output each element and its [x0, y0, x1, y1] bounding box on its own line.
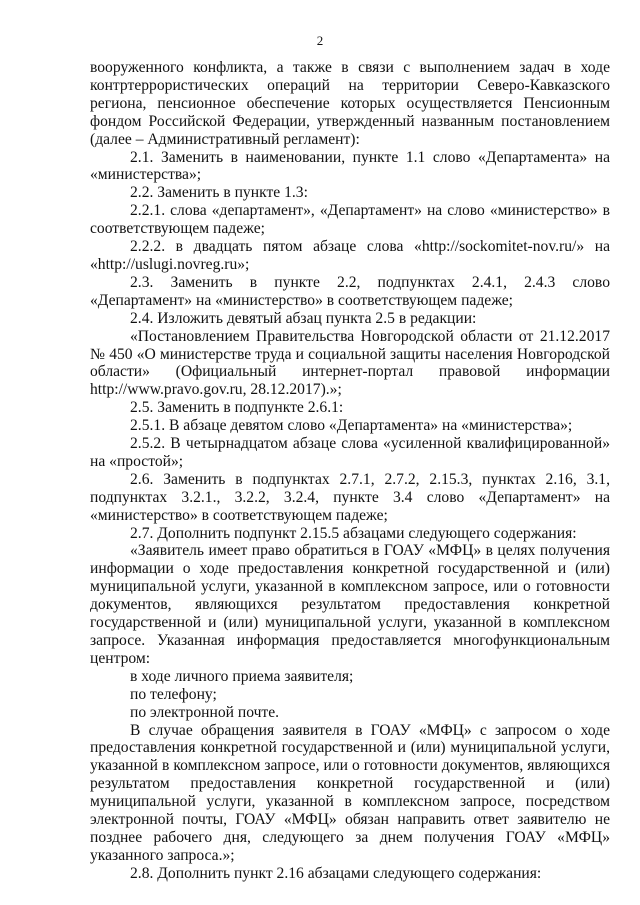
- paragraph-2-2: 2.2. Заменить в пункте 1.3:: [130, 184, 308, 202]
- list-item-email: по электронной почте.: [130, 703, 280, 721]
- paragraph-2-7-case: В случае обращения заявителя в ГОАУ «МФЦ» с запросом о ходе предоставления конкретной государственной и (или) муниципальной услуги, указанной в комплексном запросе, или о готовности документов, являющихся результатом предоставления конкретной государственной и (или) муниципальной услуги, указанной в комплексном запросе, посредством электронной почты, ГОАУ «МФЦ» обязан направить ответ заявителю не позднее рабочего дня, следующего за днем получения ГОАУ «МФЦ» указанного запроса.»;: [90, 721, 610, 864]
- paragraph-2-5-1: 2.5.1. В абзаце девятом слово «Департамента» на «министерства»;: [130, 417, 573, 435]
- paragraph-intro: вооруженного конфликта, а также в связи с выполнением задач в ходе контртеррористических операций на территории Северо-Кавказского региона, пенсионное обеспечение которых осуществляется Пенсионным фондом Российской Федерации, утвержденный названным постановлением (далее – Административный регламент):: [90, 59, 610, 148]
- page-number: 2: [316, 33, 324, 48]
- paragraph-2-4-quote: «Постановлением Правительства Новгородской области от 21.12.2017 № 450 «О министерстве труда и социальной защиты населения Новгородской области» (Официальный интернет-портал правовой информации http://www.pravo.gov.ru, 28.12.2017).»;: [90, 327, 610, 399]
- paragraph-2-2-1: 2.2.1. слова «департамент», «Департамент» на слово «министерство» в соответствующем падеже;: [90, 202, 610, 238]
- document-body: [90, 59, 610, 883]
- paragraph-2-3: 2.3. Заменить в пункте 2.2, подпунктах 2.4.1, 2.4.3 слово «Департамент» на «министерство» в соответствующем падеже;: [90, 273, 610, 309]
- paragraph-2-8: 2.8. Дополнить пункт 2.16 абзацами следующего содержания:: [130, 864, 542, 882]
- paragraph-2-2-2: 2.2.2. в двадцать пятом абзаце слова «http://sockomitet-nov.ru/» на «http://uslugi.novreg.ru»;: [90, 238, 610, 273]
- paragraph-2-5-2: 2.5.2. В четырнадцатом абзаце слова «усиленной квалифицированной» на «простой»;: [90, 435, 610, 470]
- list-item-personal-visit: в ходе личного приема заявителя;: [130, 667, 354, 685]
- list-item-phone: по телефону;: [130, 685, 217, 703]
- paragraph-2-4: 2.4. Изложить девятый абзац пункта 2.5 в редакции:: [130, 309, 477, 327]
- paragraph-2-7: 2.7. Дополнить подпункт 2.15.5 абзацами следующего содержания:: [130, 524, 577, 542]
- paragraph-2-5: 2.5. Заменить в подпункте 2.6.1:: [130, 399, 344, 417]
- paragraph-2-1: 2.1. Заменить в наименовании, пункте 1.1 слово «Департамента» на «министерства»;: [90, 148, 610, 184]
- paragraph-2-7-quote: «Заявитель имеет право обратиться в ГОАУ «МФЦ» в целях получения информации о ходе предоставления конкретной государственной и (или) муниципальной услуги, указанной в комплексном запросе, или о готовности документов, являющихся результатом предоставления конкретной государственной и (или) муниципальной услуги, указанной в комплексном запросе. Указанная информация предоставляется многофункциональным центром:: [90, 542, 610, 667]
- paragraph-2-6: 2.6. Заменить в подпунктах 2.7.1, 2.7.2, 2.15.3, пунктах 2.16, 3.1, подпунктах 3.2.1., 3.2.2, 3.2.4, пункте 3.4 слово «Департамент» на «министерство» в соответствующем падеже;: [90, 470, 610, 524]
